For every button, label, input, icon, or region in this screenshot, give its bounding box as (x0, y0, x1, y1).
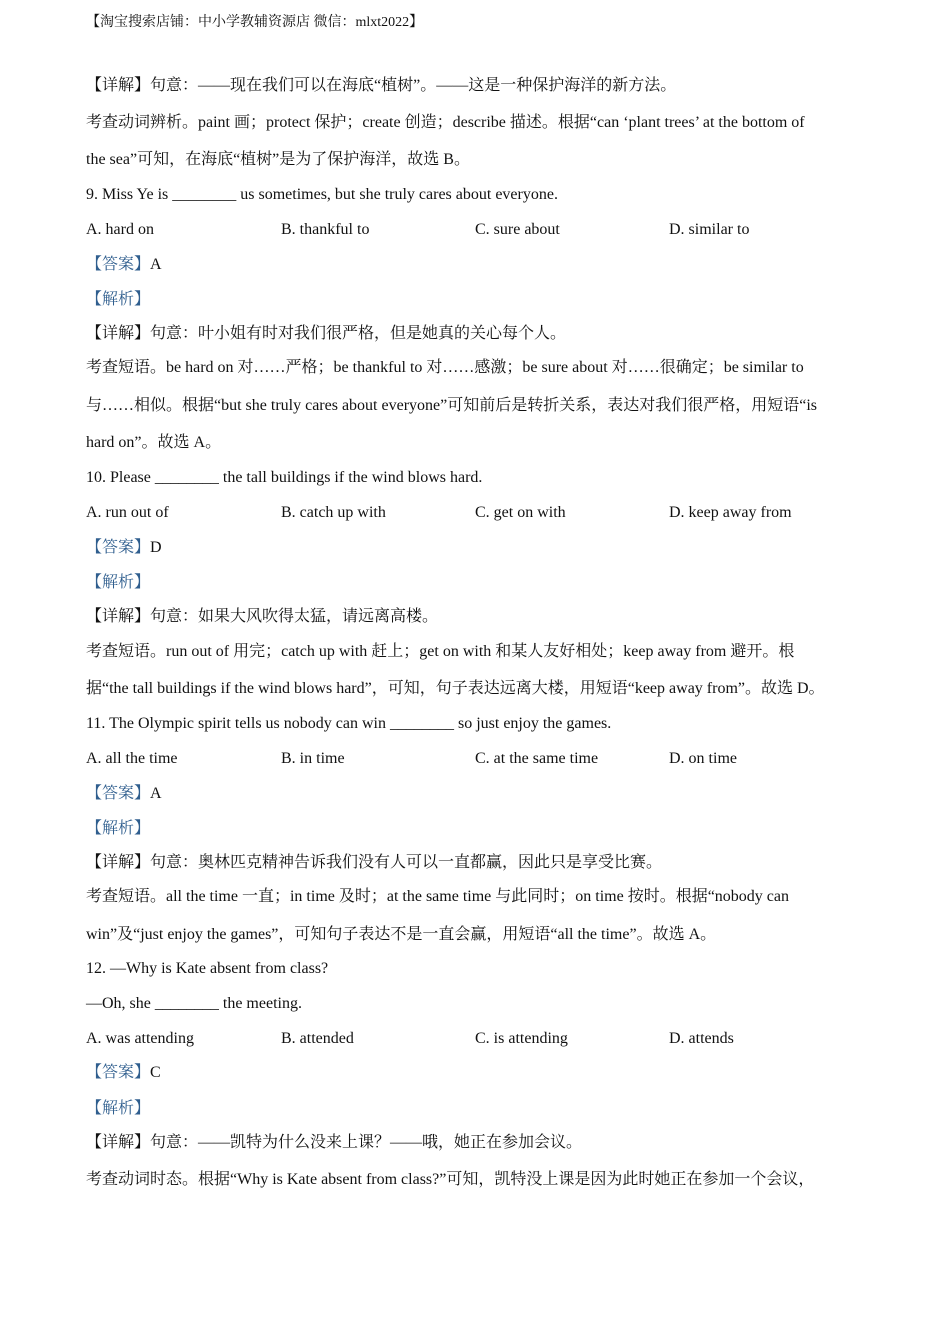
q10-stem: 10. Please ________ the tall buildings if the wind blows hard. (86, 469, 483, 486)
q11-option-c: C. at the same time (475, 750, 599, 767)
q11-detail: 【详解】句意：奥林匹克精神告诉我们没有人可以一直都赢，因此只是享受比赛。 (86, 854, 663, 871)
q10-analysis-label: 【解析】 (86, 574, 151, 591)
q12-stem-line-1: 12. —Why is Kate absent from class? (86, 960, 329, 977)
answer-label: 【答案】 (86, 256, 151, 273)
q10-answer-value: D (150, 539, 162, 556)
q11-explanation-line-2: win”及“just enjoy the games”，可知句子表达不是一直会赢，用短语“all the time”。故选 A。 (86, 926, 717, 943)
q8-explanation-line-1: 考查动词辨析。paint 画；protect 保护；create 创造；describe 描述。根据“can ‘plant trees’ at the bottom of (86, 114, 805, 131)
q12-detail: 【详解】句意：——凯特为什么没来上课？——哦，她正在参加会议。 (86, 1134, 583, 1151)
q10-answer (86, 538, 162, 558)
q12-answer-value: C (150, 1064, 161, 1081)
q11-options (86, 749, 866, 769)
q11-stem: 11. The Olympic spirit tells us nobody can win ________ so just enjoy the games. (86, 715, 612, 732)
q8-explanation-line-2: the sea”可知，在海底“植树”是为了保护海洋，故选 B。 (86, 151, 470, 168)
q12-option-a: A. was attending (86, 1030, 194, 1047)
answer-label: 【答案】 (86, 1064, 151, 1081)
q9-explanation-line-1: 考查短语。be hard on 对……严格；be thankful to 对……感激；be sure about 对……很确定；be similar to (86, 359, 804, 376)
answer-label: 【答案】 (86, 539, 151, 556)
q9-option-d: D. similar to (669, 221, 750, 238)
q12-answer (86, 1063, 161, 1083)
q8-detail: 【详解】句意：——现在我们可以在海底“植树”。——这是一种保护海洋的新方法。 (86, 77, 677, 94)
q9-explanation-line-2: 与……相似。根据“but she truly cares about everyone”可知前后是转折关系，表达对我们很严格，用短语“is (86, 397, 818, 414)
answer-label: 【答案】 (86, 785, 151, 802)
q9-analysis-label: 【解析】 (86, 291, 151, 308)
q11-analysis-label: 【解析】 (86, 820, 151, 837)
q9-detail: 【详解】句意：叶小姐有时对我们很严格，但是她真的关心每个人。 (86, 325, 567, 342)
q11-answer-value: A (150, 785, 162, 802)
q10-option-b: B. catch up with (281, 504, 386, 521)
q9-option-c: C. sure about (475, 221, 560, 238)
q11-answer (86, 784, 162, 804)
q12-option-d: D. attends (669, 1030, 734, 1047)
q10-option-a: A. run out of (86, 504, 169, 521)
q11-option-d: D. on time (669, 750, 737, 767)
q10-detail: 【详解】句意：如果大风吹得太猛，请远离高楼。 (86, 608, 439, 625)
q9-stem: 9. Miss Ye is ________ us sometimes, but she truly cares about everyone. (86, 186, 558, 203)
q10-explanation-line-2: 据“the tall buildings if the wind blows hard”，可知，句子表达远离大楼，用短语“keep away from”。故选 D。 (86, 680, 825, 697)
q9-options (86, 220, 866, 240)
q12-analysis-label: 【解析】 (86, 1100, 151, 1117)
q9-option-a: A. hard on (86, 221, 154, 238)
q10-option-c: C. get on with (475, 504, 566, 521)
q11-explanation-line-1: 考查短语。all the time 一直；in time 及时；at the same time 与此同时；on time 按时。根据“nobody can (86, 888, 790, 905)
q12-explanation-line-1: 考查动词时态。根据“Why is Kate absent from class?”可知，凯特没上课是因为此时她正在参加一个会议， (86, 1171, 815, 1188)
q11-option-a: A. all the time (86, 750, 178, 767)
q9-option-b: B. thankful to (281, 221, 370, 238)
q12-option-c: C. is attending (475, 1030, 568, 1047)
page-header: 【淘宝搜索店铺：中小学教辅资源店 微信：mlxt2022】 (86, 15, 424, 30)
q9-answer (86, 255, 162, 275)
q11-option-b: B. in time (281, 750, 345, 767)
q9-explanation-line-3: hard on”。故选 A。 (86, 434, 222, 451)
q9-answer-value: A (150, 256, 162, 273)
q12-options (86, 1029, 866, 1049)
q10-options (86, 503, 866, 523)
q10-explanation-line-1: 考查短语。run out of 用完；catch up with 赶上；get on with 和某人友好相处；keep away from 避开。根 (86, 643, 795, 660)
q12-stem-line-2: —Oh, she ________ the meeting. (86, 995, 302, 1012)
q12-option-b: B. attended (281, 1030, 354, 1047)
q10-option-d: D. keep away from (669, 504, 792, 521)
